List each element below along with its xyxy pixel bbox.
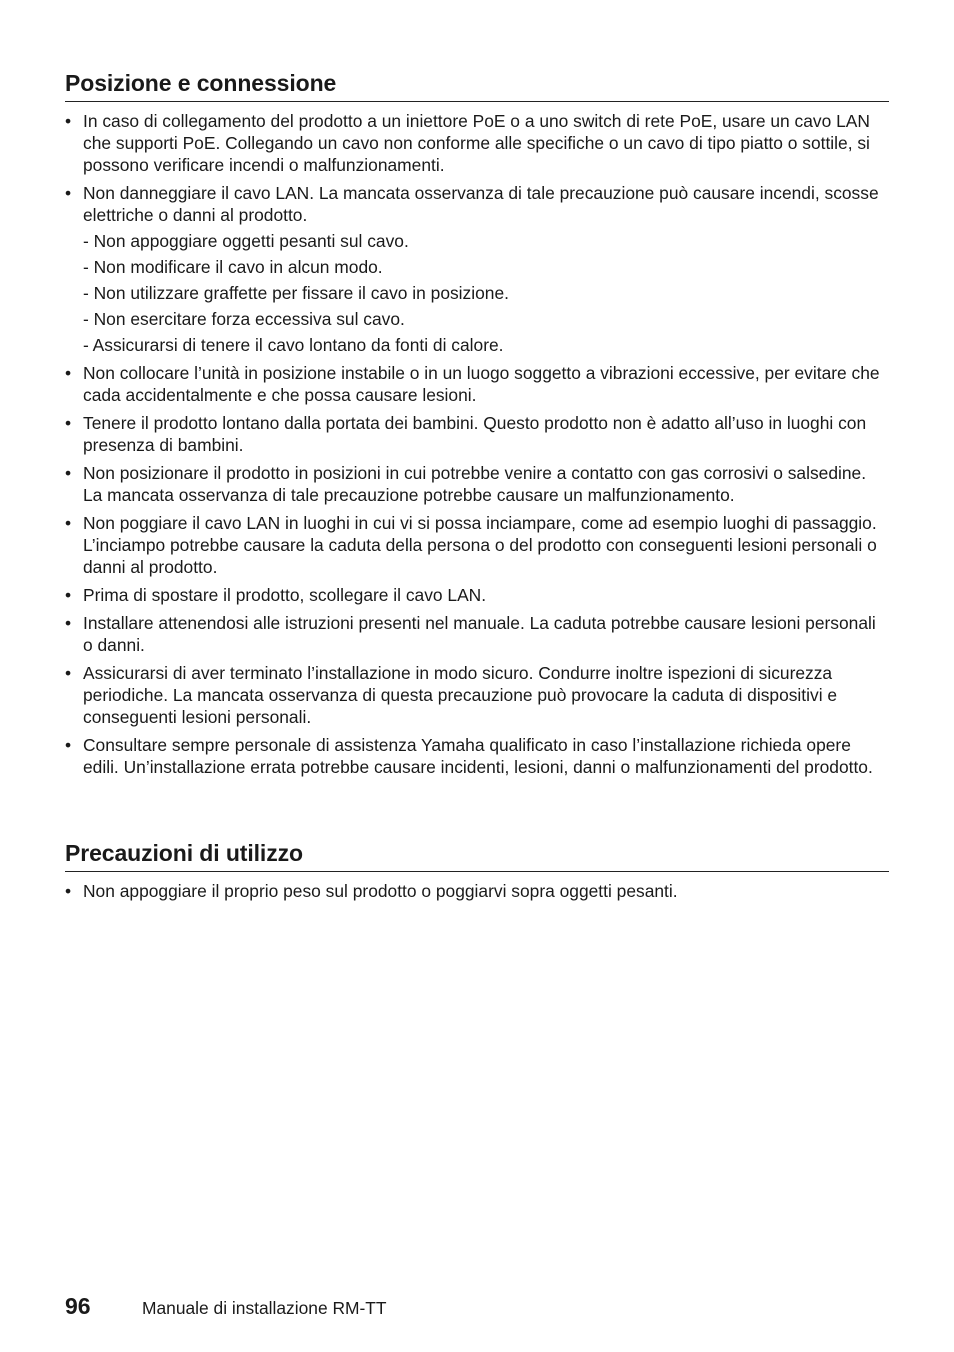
bullet-icon: •: [65, 663, 72, 683]
section-title: Precauzioni di utilizzo: [65, 840, 889, 872]
page-number: 96: [65, 1293, 91, 1319]
sub-list-item: - Non esercitare forza eccessiva sul cavo.: [83, 309, 405, 329]
bullet-icon: •: [65, 881, 72, 901]
list-item-text: Prima di spostare il prodotto, scollegare il cavo LAN.: [83, 585, 487, 605]
list-item-text: Non appoggiare il proprio peso sul prodotto o poggiarvi sopra oggetti pesanti.: [83, 881, 678, 901]
sub-list-item: - Assicurarsi di tenere il cavo lontano da fonti di calore.: [83, 335, 504, 355]
bullet-list: [65, 110, 889, 778]
list-item-text: Non collocare l’unità in posizione instabile o in un luogo soggetto a vibrazioni eccessive, per evitare che cada accidentalmente e che possa causare lesioni.: [83, 363, 880, 405]
sub-list-item: - Non appoggiare oggetti pesanti sul cavo.: [83, 231, 409, 251]
bullet-icon: •: [65, 363, 72, 383]
bullet-icon: •: [65, 413, 72, 433]
sub-list-item: - Non modificare il cavo in alcun modo.: [83, 257, 383, 277]
list-item: [65, 612, 889, 656]
bullet-icon: •: [65, 513, 72, 533]
bullet-list: [65, 880, 889, 902]
list-item: [65, 182, 889, 356]
list-item-text: Non danneggiare il cavo LAN. La mancata osservanza di tale precauzione può causare incendi, scosse elettriche o danni al prodotto.: [83, 183, 879, 225]
section-precauzioni-utilizzo: [65, 840, 889, 908]
list-item: [65, 734, 889, 778]
section-title: Posizione e connessione: [65, 70, 889, 102]
list-item-text: Non poggiare il cavo LAN in luoghi in cui vi si possa inciampare, come ad esempio luoghi di passaggio. L’inciampo potrebbe causare la caduta della persona o del prodotto con conseguenti lesioni personali o danni al prodotto.: [83, 513, 877, 577]
bullet-icon: •: [65, 585, 72, 605]
list-item: [65, 412, 889, 456]
list-item-text: In caso di collegamento del prodotto a un iniettore PoE o a uno switch di rete PoE, usare un cavo LAN che supporti PoE. Collegando un cavo non conforme alle specifiche o un cavo di tipo piatto o sottile, si possono verificare incendi o malfunzionamenti.: [83, 111, 870, 175]
list-item-text: Consultare sempre personale di assistenza Yamaha qualificato in caso l’installazione richieda opere edili. Un’installazione errata potrebbe causare incidenti, lesioni, danni o malfunzionamenti del prodotto.: [83, 735, 873, 777]
sub-list-item: - Non utilizzare graffette per fissare il cavo in posizione.: [83, 283, 509, 303]
list-item-text: Non posizionare il prodotto in posizioni in cui potrebbe venire a contatto con gas corrosivi o salsedine. La mancata osservanza di tale precauzione potrebbe causare un malfunzionamento.: [83, 463, 867, 505]
list-item: [65, 462, 889, 506]
bullet-icon: •: [65, 613, 72, 633]
bullet-icon: •: [65, 735, 72, 755]
list-item: [65, 110, 889, 176]
bullet-icon: •: [65, 183, 72, 203]
list-item-text: Tenere il prodotto lontano dalla portata dei bambini. Questo prodotto non è adatto all’uso in luoghi con presenza di bambini.: [83, 413, 867, 455]
bullet-icon: •: [65, 463, 72, 483]
list-item: [65, 584, 889, 606]
list-item: [65, 512, 889, 578]
list-item: [65, 880, 889, 902]
sub-list: [83, 230, 889, 356]
section-posizione-connessione: [65, 70, 889, 784]
list-item: [65, 662, 889, 728]
bullet-icon: •: [65, 111, 72, 131]
page-footer: [65, 1293, 387, 1320]
list-item-text: Installare attenendosi alle istruzioni presenti nel manuale. La caduta potrebbe causare lesioni personali o danni.: [83, 613, 876, 655]
list-item-text: Assicurarsi di aver terminato l’installazione in modo sicuro. Condurre inoltre ispezioni di sicurezza periodiche. La mancata osservanza di questa precauzione può provocare la caduta di dispositivi e conseguenti lesioni personali.: [83, 663, 838, 727]
list-item: [65, 362, 889, 406]
manual-title: Manuale di installazione RM-TT: [142, 1298, 387, 1318]
